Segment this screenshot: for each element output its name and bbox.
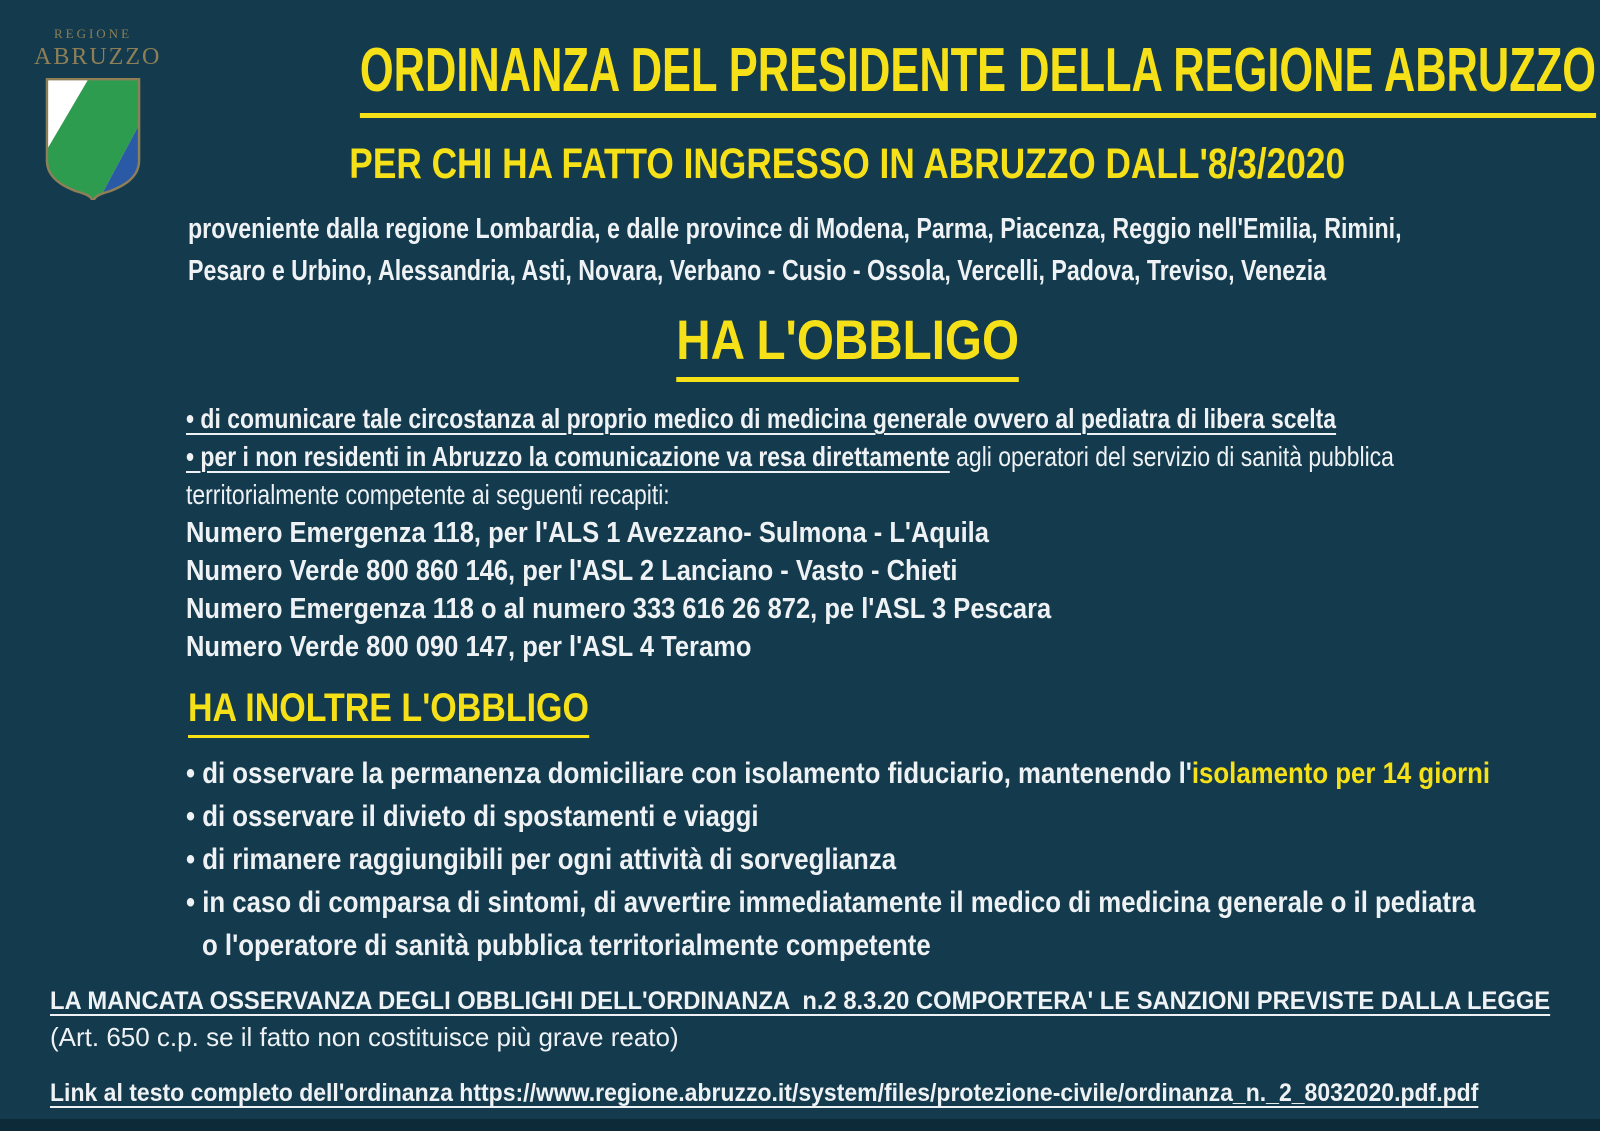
bullet-nonresident-continuation: territorialmente competente ai seguenti recapiti: <box>186 479 670 510</box>
article-650-note: (Art. 650 c.p. se il fatto non costituisce più grave reato) <box>50 1022 679 1052</box>
ordinance-pdf-link-text: Link al testo completo dell'ordinanza https://www.regione.abruzzo.it/system/files/protezione-civile/ordinanza_n._2_8032020.pdf.pdf <box>50 1079 1479 1107</box>
bullet-travel-ban: • di osservare il divieto di spostamenti e viaggi <box>186 800 759 833</box>
page-subtitle-row <box>95 140 1600 188</box>
bullet-symptoms-line-2: o l'operatore di sanità pubblica territorialmente competente <box>202 929 931 962</box>
bullet-reachable: • di rimanere raggiungibili per ogni attività di sorveglianza <box>186 843 897 876</box>
sanction-row <box>50 987 1600 1016</box>
provenance-paragraph <box>188 208 1600 292</box>
bullet-isolation-highlight: isolamento per 14 giorni <box>1191 757 1491 790</box>
logo-text-abruzzo: ABRUZZO <box>34 44 162 70</box>
bottom-edge-strip <box>0 1119 1600 1131</box>
inoltre-list <box>186 752 1600 967</box>
contact-line-asl3: Numero Emergenza 118 o al numero 333 616 26 872, pe l'ASL 3 Pescara <box>186 593 1052 625</box>
contact-line-asl1: Numero Emergenza 118, per l'ALS 1 Avezzano- Sulmona - L'Aquila <box>186 517 989 549</box>
footer <box>50 987 1600 1108</box>
logo-text-regione: REGIONE <box>53 26 133 41</box>
bullet-symptoms-line-1: • in caso di comparsa di sintomi, di avvertire immediatamente il medico di medicina generale o il pediatra <box>186 886 1476 919</box>
bullet-isolation-white: • di osservare la permanenza domiciliare con isolamento fiduciario, mantenendo l' <box>186 757 1192 790</box>
section-heading-inoltre: HA INOLTRE L'OBBLIGO <box>188 688 589 738</box>
provenance-line-1: proveniente dalla regione Lombardia, e dalle province di Modena, Parma, Piacenza, Reggio nell'Emilia, Rimini, <box>188 213 1402 245</box>
page-title-row <box>95 36 1600 118</box>
contact-line-asl2: Numero Verde 800 860 146, per l'ASL 2 Lanciano - Vasto - Chieti <box>186 555 958 587</box>
contact-line-asl4: Numero Verde 800 090 147, per l'ASL 4 Teramo <box>186 631 752 663</box>
ordinance-pdf-link[interactable] <box>50 1079 1600 1107</box>
page-title: ORDINANZA DEL PRESIDENTE DELLA REGIONE ABRUZZO <box>360 40 1596 118</box>
provenance-line-2: Pesaro e Urbino, Alessandria, Asti, Novara, Verbano - Cusio - Ossola, Vercelli, Padova, Treviso, Venezia <box>188 255 1327 287</box>
bullet-nonresident-rest: agli operatori del servizio di sanità pubblica <box>949 441 1394 472</box>
sanction-warning-line: LA MANCATA OSSERVANZA DEGLI OBBLIGHI DELL'ORDINANZA n.2 8.3.20 COMPORTERA' LE SANZIONI PREVISTE DALLA LEGGE <box>50 987 1551 1015</box>
page-subtitle: PER CHI HA FATTO INGRESSO IN ABRUZZO DALL'8/3/2020 <box>349 140 1346 188</box>
ordinance-link-row <box>50 1079 1600 1108</box>
abruzzo-shield-icon <box>44 76 142 200</box>
obbligo-list <box>186 400 1600 666</box>
regione-abruzzo-logo <box>34 26 162 200</box>
bullet-communicate: • di comunicare tale circostanza al proprio medico di medicina generale ovvero al pediatra di libera scelta <box>186 403 1337 434</box>
section-heading-inoltre-row <box>188 688 1600 738</box>
header <box>95 0 1600 186</box>
bullet-nonresident-bold: • per i non residenti in Abruzzo la comunicazione va resa direttamente <box>186 441 950 472</box>
section-heading-obbligo-row <box>95 308 1600 382</box>
section-heading-obbligo: HA L'OBBLIGO <box>676 312 1019 382</box>
